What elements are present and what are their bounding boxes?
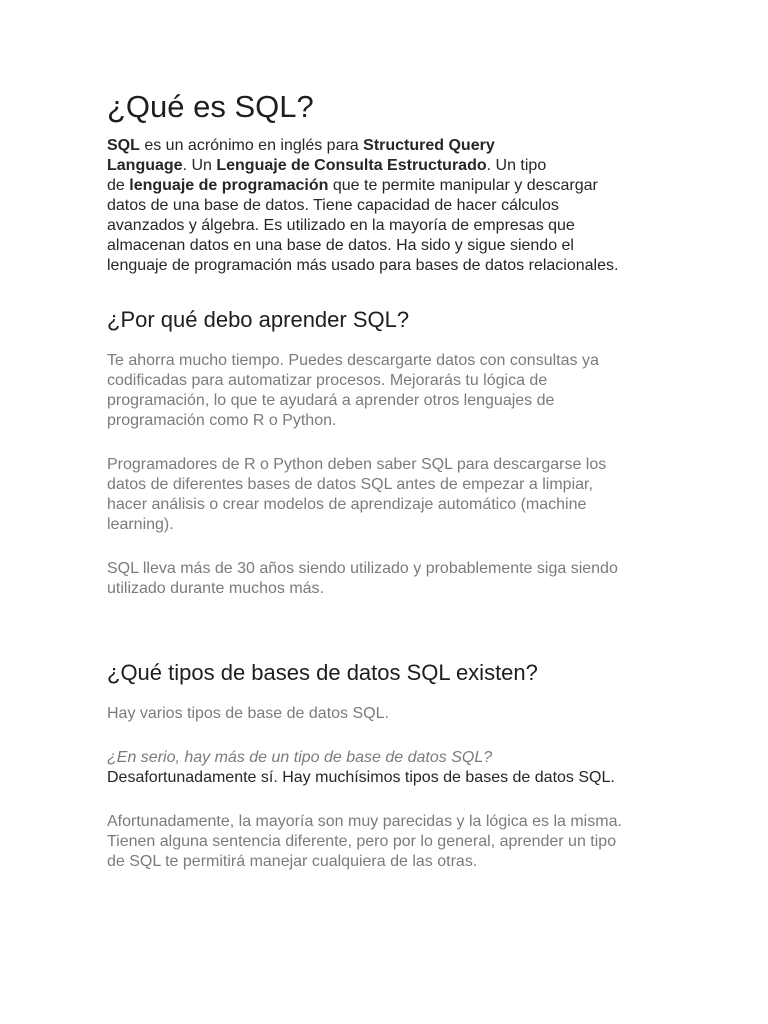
intro-text-7: avanzados y álgebra. Es utilizado en la mayoría de empresas que <box>107 217 575 234</box>
intro-text-3: . Un tipo <box>486 157 547 174</box>
intro-lenguaje-consulta: Lenguaje de Consulta Estructurado <box>216 157 487 174</box>
types-p3-line: Tienen alguna sentencia diferente, pero por lo general, aprender un tipo <box>107 833 617 850</box>
section-heading-types: ¿Qué tipos de bases de datos SQL existen? <box>107 660 538 685</box>
why-p2-line: hacer análisis o crear modelos de aprendizaje automático (machine <box>107 496 587 513</box>
why-p2-line: datos de diferentes bases de datos SQL antes de empezar a limpiar, <box>107 476 593 493</box>
why-p2-line: learning). <box>107 516 174 533</box>
why-p3-line: utilizado durante muchos más. <box>107 580 324 597</box>
why-p3-line: SQL lleva más de 30 años siendo utilizado y probablemente siga siendo <box>107 560 618 577</box>
types-p3-line: de SQL te permitirá manejar cualquiera de las otras. <box>107 853 478 870</box>
intro-lenguaje-programacion: lenguaje de programación <box>129 177 329 194</box>
intro-language: Language <box>107 157 183 174</box>
why-paragraph-2 <box>107 455 667 535</box>
intro-sql-term: SQL <box>107 137 140 154</box>
document-page <box>107 88 667 872</box>
why-paragraph-3 <box>107 559 667 599</box>
intro-paragraph <box>107 136 667 276</box>
types-paragraph-1: Hay varios tipos de base de datos SQL. <box>107 705 389 722</box>
intro-text-8: almacenan datos en una base de datos. Ha sido y sigue siendo el <box>107 237 574 254</box>
why-p1-line: programación como R o Python. <box>107 412 337 429</box>
intro-text-5: que te permite manipular y descargar <box>328 177 598 194</box>
intro-text-4: de <box>107 177 130 194</box>
page-title: ¿Qué es SQL? <box>107 89 314 124</box>
types-paragraph-3 <box>107 812 667 872</box>
intro-text-1: es un acrónimo en inglés para <box>139 137 364 154</box>
section-heading-why: ¿Por qué debo aprender SQL? <box>107 307 410 332</box>
why-p2-line: Programadores de R o Python deben saber SQL para descargarse los <box>107 456 607 473</box>
why-p1-line: codificadas para automatizar procesos. Mejorarás tu lógica de <box>107 372 548 389</box>
types-p3-line: Afortunadamente, la mayoría son muy parecidas y la lógica es la misma. <box>107 813 622 830</box>
why-p1-line: Te ahorra mucho tiempo. Puedes descargarte datos con consultas ya <box>107 352 599 369</box>
types-italic-question: ¿En serio, hay más de un tipo de base de datos SQL? <box>107 749 493 766</box>
intro-text-6: datos de una base de datos. Tiene capacidad de hacer cálculos <box>107 197 559 214</box>
intro-text-9: lenguaje de programación más usado para bases de datos relacionales. <box>107 257 619 274</box>
why-paragraph-1 <box>107 351 667 431</box>
intro-structured-query: Structured Query <box>363 137 495 154</box>
types-paragraph-2 <box>107 748 667 788</box>
types-p2-rest: Desafortunadamente sí. Hay muchísimos tipos de bases de datos SQL. <box>107 769 615 786</box>
why-p1-line: programación, lo que te ayudará a aprender otros lenguajes de <box>107 392 555 409</box>
intro-text-2: . Un <box>182 157 217 174</box>
